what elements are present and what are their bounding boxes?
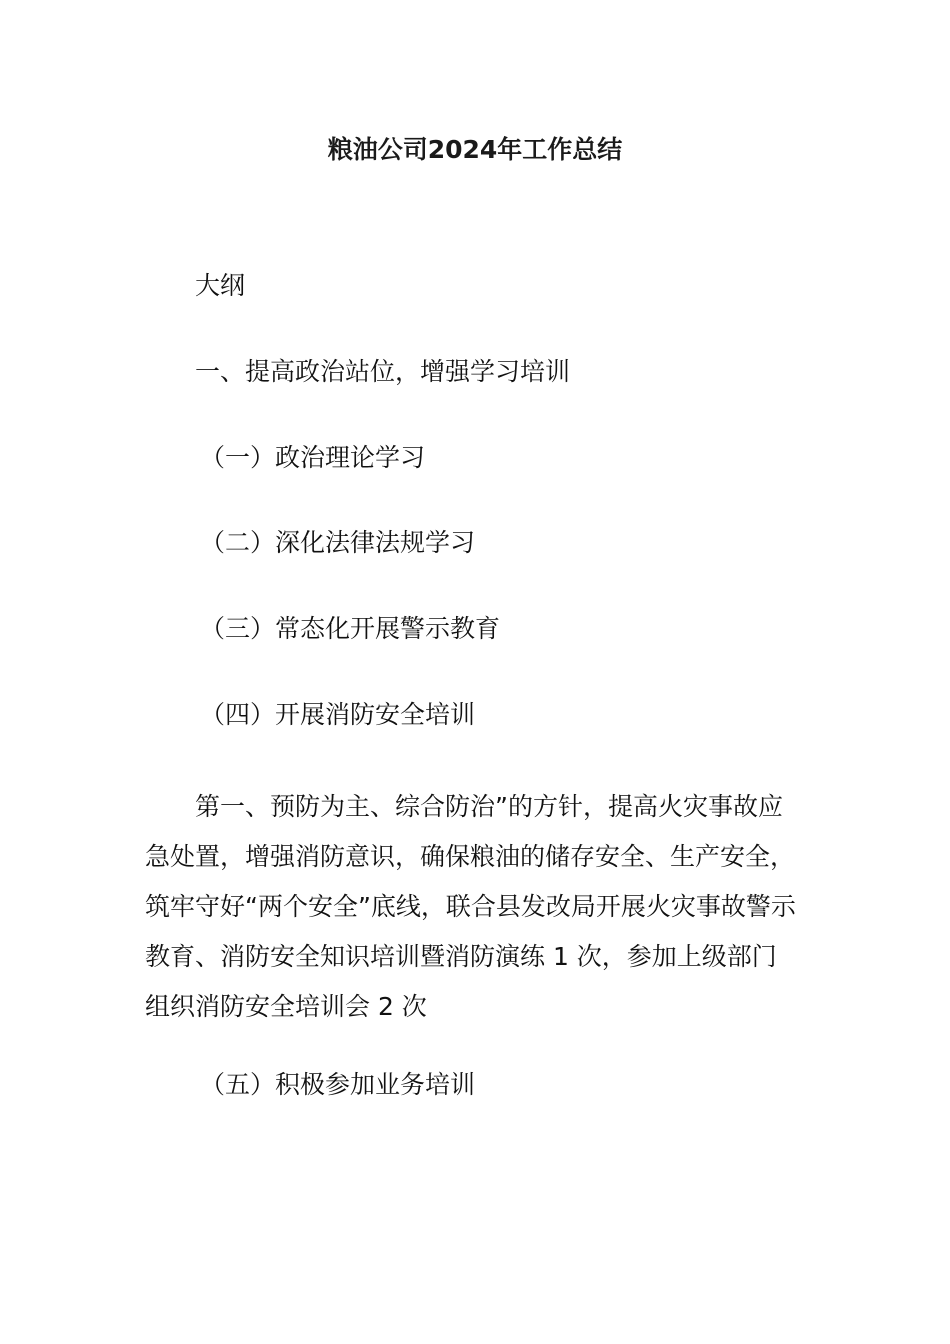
paragraph-line: 急处置，增强消防意识，确保粮油的储存安全、生产安全， [145,842,796,871]
paragraph-line: 组织消防安全培训会 2 次 [145,992,427,1021]
paragraph-line: 教育、消防安全知识培训暨消防演练 1 次，参加上级部门 [145,942,777,971]
paragraph-line: 筑牢守好“两个安全”底线，联合县发改局开展火灾事故警示 [145,892,796,921]
section-heading-1: 一、提高政治站位，增强学习培训 [195,357,571,386]
paragraph-line: 第一、预防为主、综合防治”的方针，提高火灾事故应 [195,792,783,821]
subsection-heading-1: （一）政治理论学习 [200,443,426,472]
body-paragraph [145,782,810,1032]
document-title: 粮油公司2024年工作总结 [327,135,623,164]
subsection-heading-2: （二）深化法律法规学习 [200,528,476,557]
subsection-heading-4: （四）开展消防安全培训 [200,700,476,729]
subsection-heading-3: （三）常态化开展警示教育 [200,614,501,643]
outline-label: 大纲 [195,271,246,300]
subsection-heading-5: （五）积极参加业务培训 [200,1070,476,1099]
